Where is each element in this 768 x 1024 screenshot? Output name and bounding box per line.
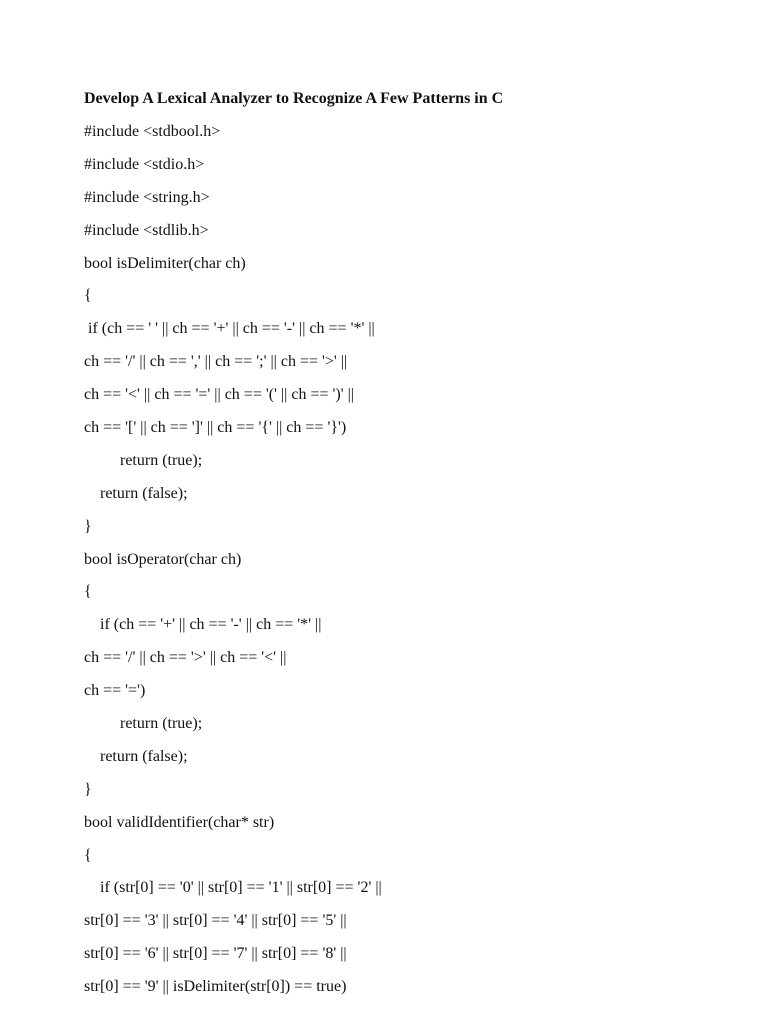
code-line: #include <stdio.h> [84,155,205,173]
code-line: #include <stdbool.h> [84,123,221,140]
code-line: #include <string.h> [84,188,210,206]
code-line: bool isDelimiter(char ch) [84,254,246,272]
code-line: if (ch == ' ' || ch == '+' || ch == '-' || ch == '*' || [84,320,375,338]
code-line: bool isOperator(char ch) [84,550,242,568]
code-line: { [84,583,92,601]
code-line: ch == '/' || ch == '>' || ch == '<' || [84,649,287,667]
code-line: str[0] == '3' || str[0] == '4' || str[0] == '5' || [84,912,347,930]
code-line: return (false); [84,484,188,502]
code-line: bool validIdentifier(char* str) [84,813,275,831]
code-line: { [84,846,92,864]
code-line: return (true); [84,451,203,469]
code-line: } [84,517,92,535]
code-line: #include <stdlib.h> [84,221,209,239]
document-title: Develop A Lexical Analyzer to Recognize A Few Patterns in C [84,90,504,107]
code-line: } [84,780,92,798]
code-line: return (false); [84,747,188,765]
code-line: return (true); [84,715,203,733]
code-line: str[0] == '6' || str[0] == '7' || str[0] == '8' || [84,945,347,963]
code-line: { [84,287,92,305]
code-line: ch == '=') [84,682,146,700]
code-listing [84,121,382,1009]
code-line: ch == '/' || ch == ',' || ch == ';' || ch == '>' || [84,353,348,371]
code-line: ch == '[' || ch == ']' || ch == '{' || ch == '}') [84,419,347,437]
code-line: str[0] == '9' || isDelimiter(str[0]) == true) [84,978,347,996]
code-line: ch == '<' || ch == '=' || ch == '(' || ch == ')' || [84,386,354,404]
code-line: if (str[0] == '0' || str[0] == '1' || str[0] == '2' || [84,879,382,897]
code-line: if (ch == '+' || ch == '-' || ch == '*' || [84,616,322,634]
